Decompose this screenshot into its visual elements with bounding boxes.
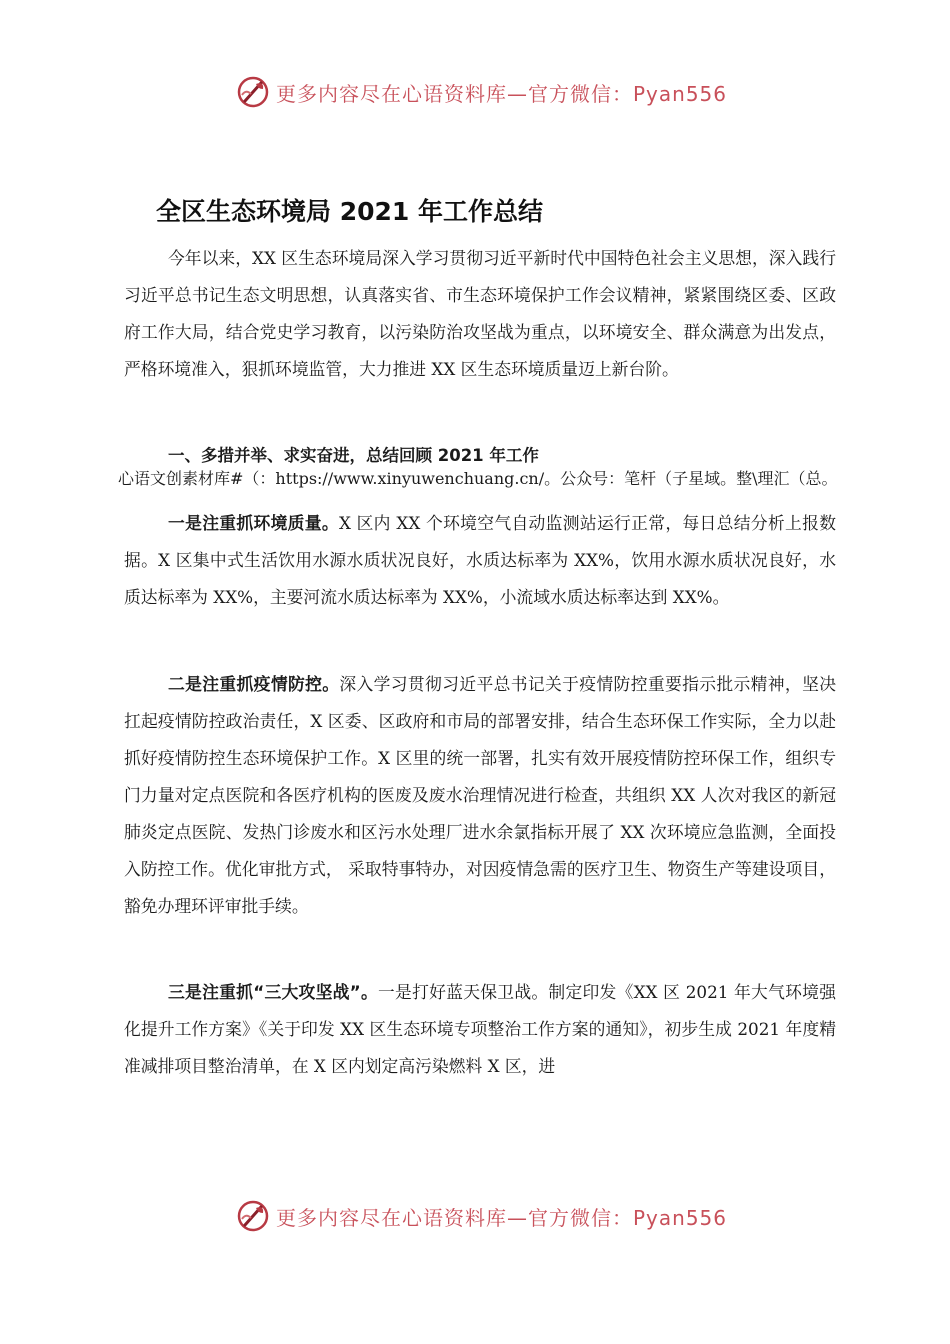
quill-pen-logo-icon bbox=[236, 1199, 270, 1233]
paragraph-body: 深入学习贯彻习近平总书记关于疫情防控重要指示批示精神，坚决扛起疫情防控政治责任，X 区委、区政府和市局的部署安排，结合生态环保工作实际，全力以赴抓好疫情防控生态环境保护工作。X 区里的统一部署，扎实有效开展疫情防控环保工作，组织专门力量对定点医院和各医疗机构的医废及废水治理情况进行检查，共组织 XX 人次对我区的新冠肺炎定点医院、发热门诊废水和区污水处理厂进水余氯指标开展了 XX 次环境应急监测，全面投入防控工作。优化审批方式， 采取特事特办，对因疫情急需的医疗卫生、物资生产等建设项目，豁免办理环评审批手续。 bbox=[124, 674, 836, 916]
paragraph-body: X 区内 XX 个环境空气自动监测站运行正常，每日总结分析上报数据。X 区集中式生活饮用水源水质状况良好，水质达标率为 XX%，饮用水源水质状况良好，水质达标率为 XX%，主要河流水质达标率为 XX%，小流域水质达标率达到 XX%。 bbox=[124, 513, 836, 607]
footer-watermark-banner bbox=[236, 1196, 756, 1236]
header-watermark-banner bbox=[236, 72, 756, 112]
paragraph-body: 一是打好蓝天保卫战。制定印发《XX 区 2021 年大气环境强化提升工作方案》《关于印发 XX 区生态环境专项整治工作方案的通知》，初步生成 2021 年度精准减排项目整治清单，在 X 区内划定高污染燃料 X 区，进 bbox=[124, 982, 837, 1076]
document-title: 全区生态环境局 2021 年工作总结 bbox=[156, 197, 543, 226]
paragraph-lead: 二是注重抓疫情防控。 bbox=[168, 674, 340, 694]
paragraph-environment-quality bbox=[124, 505, 836, 616]
banner-text: 更多内容尽在心语资料库—官方微信：Pyan556 bbox=[276, 81, 728, 106]
paragraph-lead: 一是注重抓环境质量。 bbox=[168, 513, 339, 533]
banner-text: 更多内容尽在心语资料库—官方微信：Pyan556 bbox=[276, 1205, 728, 1230]
intro-paragraph: 今年以来，XX 区生态环境局深入学习贯彻习近平新时代中国特色社会主义思想，深入践行习近平总书记生态文明思想，认真落实省、市生态环境保护工作会议精神，紧紧围绕区委、区政府工作大局，结合党史学习教育，以污染防治攻坚战为重点，以环境安全、群众满意为出发点，严格环境准入，狠抓环境监管，大力推进 XX 区生态环境质量迈上新台阶。 bbox=[124, 248, 836, 379]
paragraph-three-battles bbox=[124, 974, 836, 1085]
source-line: 心语文创素材库#（：https://www.xinyuwenchuang.cn/。公众号：笔杆（子星域。整\理汇（总。 bbox=[118, 469, 838, 488]
quill-pen-logo-icon bbox=[236, 75, 270, 109]
paragraph-lead: 三是注重抓“三大攻坚战”。 bbox=[168, 982, 379, 1002]
section-heading: 一、多措并举、求实奋进，总结回顾 2021 年工作 bbox=[168, 446, 539, 465]
paragraph-epidemic-control bbox=[124, 666, 836, 925]
